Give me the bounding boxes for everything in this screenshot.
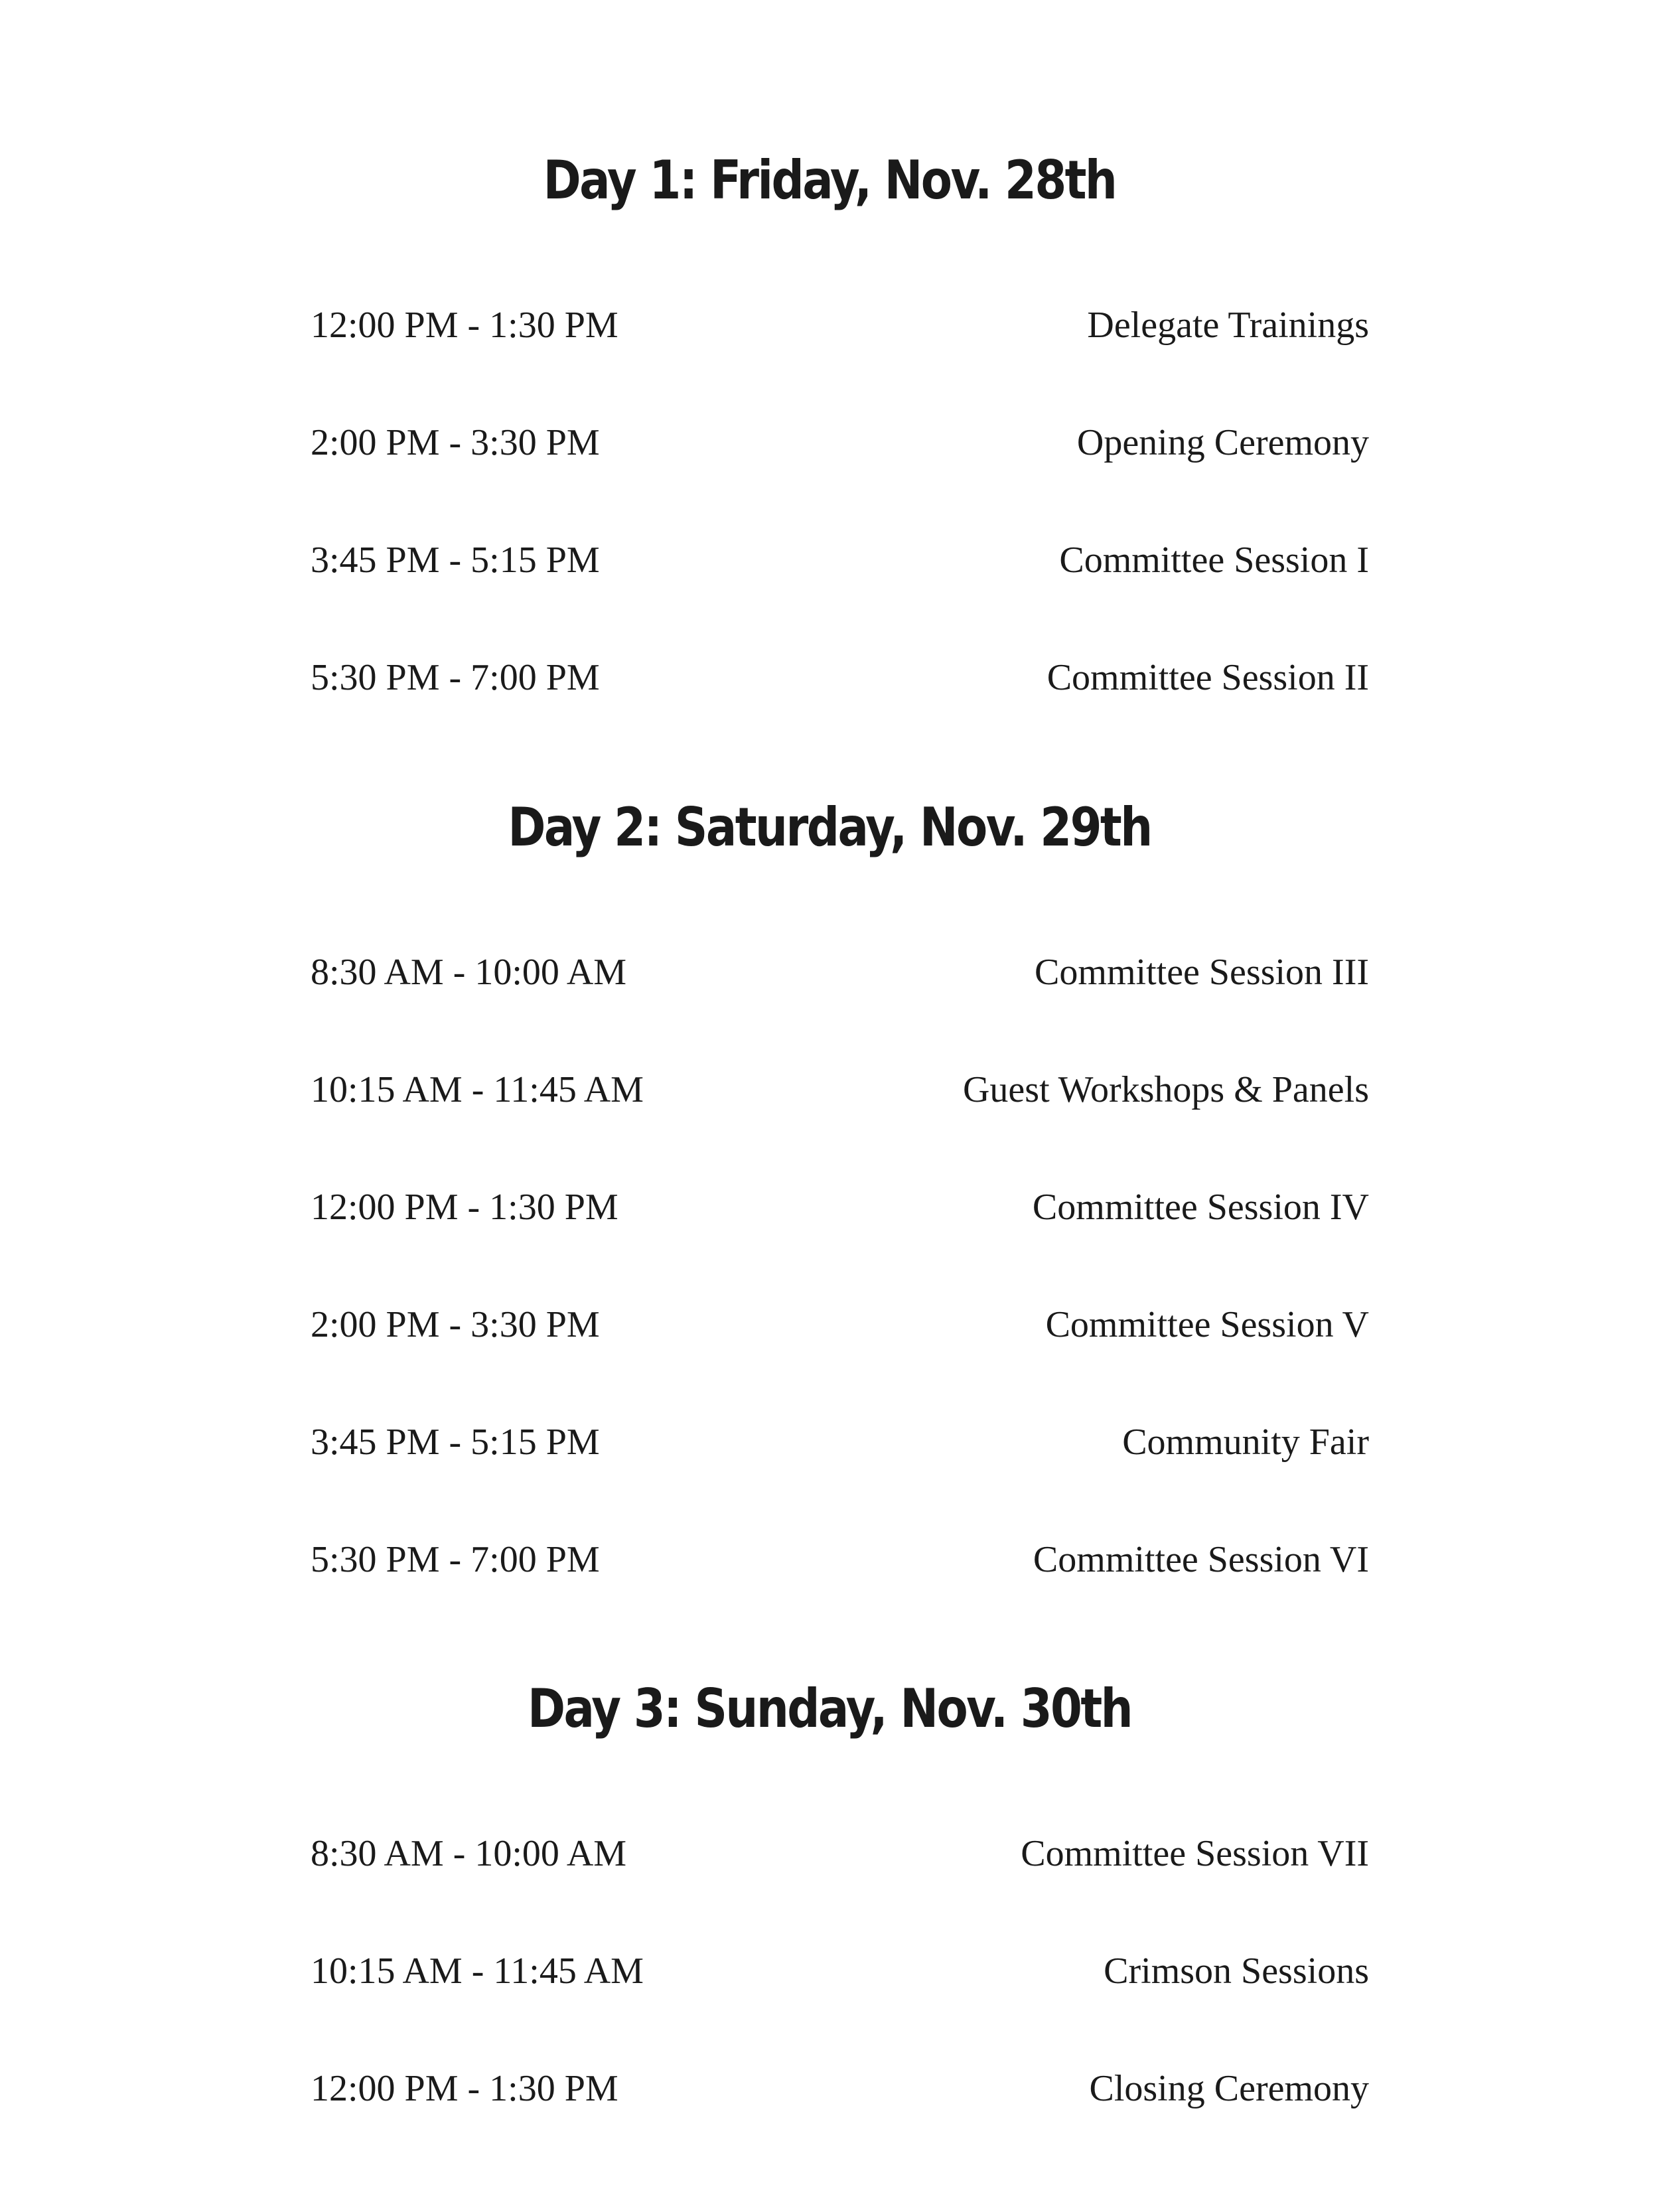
schedule-row: [311, 651, 1369, 704]
day-1-heading: Day 1: Friday, Nov. 28th: [543, 149, 1116, 211]
schedule-row: [311, 1181, 1369, 1234]
schedule-row: [311, 1416, 1369, 1469]
session-time: 2:00 PM - 3:30 PM: [311, 422, 600, 463]
session-time: 5:30 PM - 7:00 PM: [311, 657, 600, 698]
session-time: 12:00 PM - 1:30 PM: [311, 305, 618, 346]
schedule-row: [311, 1533, 1369, 1586]
session-time: 10:15 AM - 11:45 AM: [311, 1069, 644, 1110]
session-event: Guest Workshops & Panels: [962, 1069, 1369, 1110]
session-event: Committee Session IV: [1032, 1187, 1369, 1228]
schedule-row: [311, 1063, 1369, 1116]
schedule-row: [311, 299, 1369, 352]
session-event: Committee Session VI: [1033, 1539, 1369, 1580]
session-time: 12:00 PM - 1:30 PM: [311, 1187, 618, 1228]
day-3-heading: Day 3: Sunday, Nov. 30th: [527, 1678, 1132, 1739]
session-time: 3:45 PM - 5:15 PM: [311, 1422, 600, 1463]
session-time: 12:00 PM - 1:30 PM: [311, 2068, 618, 2109]
schedule-row: [311, 1945, 1369, 1998]
session-event: Delegate Trainings: [1087, 305, 1369, 346]
session-event: Community Fair: [1122, 1422, 1369, 1463]
schedule-row: [311, 2062, 1369, 2115]
schedule-row: [311, 534, 1369, 587]
session-event: Committee Session VII: [1021, 1833, 1369, 1874]
session-event: Committee Session V: [1045, 1304, 1369, 1345]
session-event: Committee Session III: [1035, 952, 1369, 993]
session-event: Crimson Sessions: [1104, 1951, 1369, 1992]
session-event: Closing Ceremony: [1089, 2068, 1369, 2109]
session-event: Opening Ceremony: [1076, 422, 1369, 463]
session-time: 8:30 AM - 10:00 AM: [311, 952, 627, 993]
schedule-row: [311, 946, 1369, 999]
session-time: 10:15 AM - 11:45 AM: [311, 1951, 644, 1992]
session-event: Committee Session II: [1046, 657, 1369, 698]
session-time: 3:45 PM - 5:15 PM: [311, 540, 600, 581]
day-2-heading: Day 2: Saturday, Nov. 29th: [508, 796, 1151, 858]
schedule-row: [311, 416, 1369, 469]
session-time: 5:30 PM - 7:00 PM: [311, 1539, 600, 1580]
session-time: 8:30 AM - 10:00 AM: [311, 1833, 627, 1874]
schedule-row: [311, 1827, 1369, 1880]
session-event: Committee Session I: [1059, 540, 1369, 581]
schedule-row: [311, 1298, 1369, 1351]
session-time: 2:00 PM - 3:30 PM: [311, 1304, 600, 1345]
